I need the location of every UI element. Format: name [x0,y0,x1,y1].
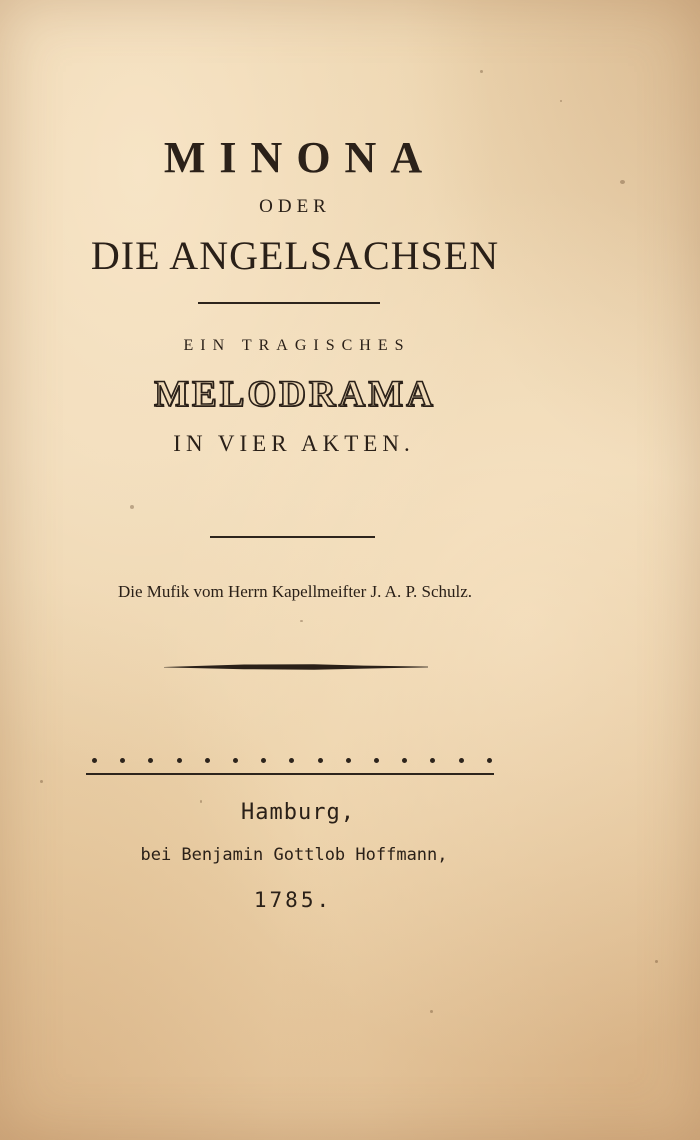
paper-speck [430,1010,433,1013]
rule-3 [86,773,494,775]
paper-speck [300,620,303,622]
rule-1 [198,302,380,304]
ornament-dot [318,758,323,763]
ornament-dot [402,758,407,763]
paper-speck [130,505,134,509]
paper-speck [480,70,483,73]
ornament-dot [459,758,464,763]
imprint-publisher: bei Benjamin Gottlob Hoffmann, [140,845,448,865]
title-connector: ODER [259,196,331,217]
paper-speck [620,180,625,184]
ornament-dot [92,758,97,763]
acts-line: IN VIER AKTEN. [173,431,415,456]
book-subtitle: DIE ANGELSACHSEN [90,233,500,278]
paper-speck [655,960,658,963]
imprint-year: 1785. [253,888,333,912]
paper-speck [560,100,562,102]
tapered-rule-graphic [164,663,428,671]
genre-intro: EIN TRAGISCHES [183,337,411,354]
ornament-dot [233,758,238,763]
ornamental-rule [164,656,428,664]
ornament-dot [261,758,266,763]
ornament-dot [487,758,492,763]
ornament-dot [120,758,125,763]
music-credit: Die Mufik vom Herrn Kapellmeifter J. A. P. Schulz. [117,582,473,601]
ornament-dot [430,758,435,763]
genre-title: MELODRAMA [154,374,436,415]
rule-2 [210,536,375,538]
ornament-dot [177,758,182,763]
dotted-ornament [92,758,492,763]
imprint-place: Hamburg, [241,800,355,825]
ornament-dot [148,758,153,763]
ornament-dot [346,758,351,763]
ornament-dot [205,758,210,763]
ornament-dot [374,758,379,763]
paper-speck [40,780,43,783]
ornament-dot [289,758,294,763]
book-title: MINONA [163,133,437,182]
